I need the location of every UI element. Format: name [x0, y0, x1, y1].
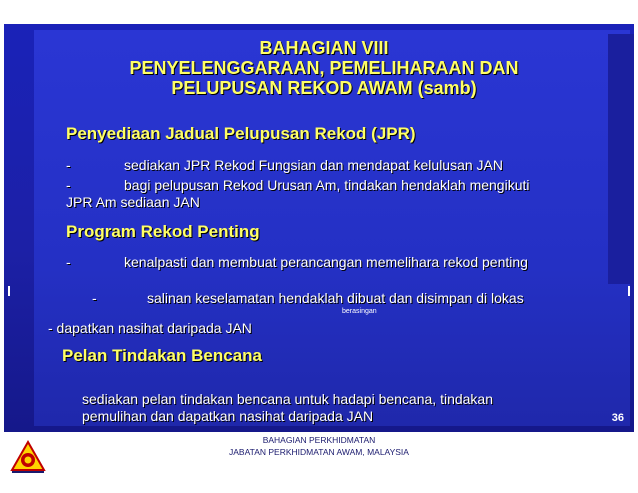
edge-mark — [8, 286, 10, 296]
bullet-dash: - — [66, 157, 71, 173]
footer — [0, 434, 638, 458]
footer-line-2: JABATAN PERKHIDMATAN AWAM, MALAYSIA — [229, 447, 409, 457]
advice-line: - dapatkan nasihat daripada JAN — [48, 320, 252, 336]
section-heading-pelan-bencana: Pelan Tindakan Bencana — [62, 346, 262, 365]
list-item-text: sediakan JPR Rekod Fungsian dan mendapat kelulusan JAN — [124, 157, 504, 173]
list-item-text: salinan keselamatan hendaklah dibuat dan disimpan di lokas — [147, 290, 524, 306]
bullet-dash: - — [66, 254, 71, 270]
page-number: 36 — [611, 412, 624, 424]
list-item-text: bagi pelupusan Rekod Urusan Am, tindakan hendaklah mengikuti — [124, 177, 530, 193]
slide-background — [4, 24, 634, 432]
list-item — [92, 290, 634, 307]
paragraph-line: sediakan pelan tindakan bencana untuk hadapi bencana, tindakan — [82, 391, 493, 407]
footer-line-1: BAHAGIAN PERKHIDMATAN — [262, 435, 376, 445]
bullet-dash: - — [66, 177, 71, 193]
slide-title — [64, 38, 584, 98]
list-item-continuation: JPR Am sediaan JAN — [66, 194, 200, 210]
title-line-1: BAHAGIAN VIII — [259, 38, 389, 58]
paragraph-line: pemulihan dan dapatkan nasihat daripada JAN — [82, 408, 374, 424]
section-heading-rekod-penting: Program Rekod Penting — [66, 222, 260, 241]
list-item-text: kenalpasti dan membuat perancangan memelihara rekod penting — [124, 254, 528, 270]
small-note: berasingan — [342, 308, 377, 315]
list-item — [66, 157, 626, 174]
title-line-2: PENYELENGGARAAN, PEMELIHARAAN DAN — [129, 58, 519, 78]
title-line-3: PELUPUSAN REKOD AWAM (samb) — [171, 78, 477, 98]
section-heading-jpr: Penyediaan Jadual Pelupusan Rekod (JPR) — [66, 124, 416, 143]
list-item — [66, 254, 626, 271]
edge-mark — [628, 286, 630, 296]
list-item — [66, 177, 626, 194]
bullet-dash: - — [92, 290, 97, 306]
